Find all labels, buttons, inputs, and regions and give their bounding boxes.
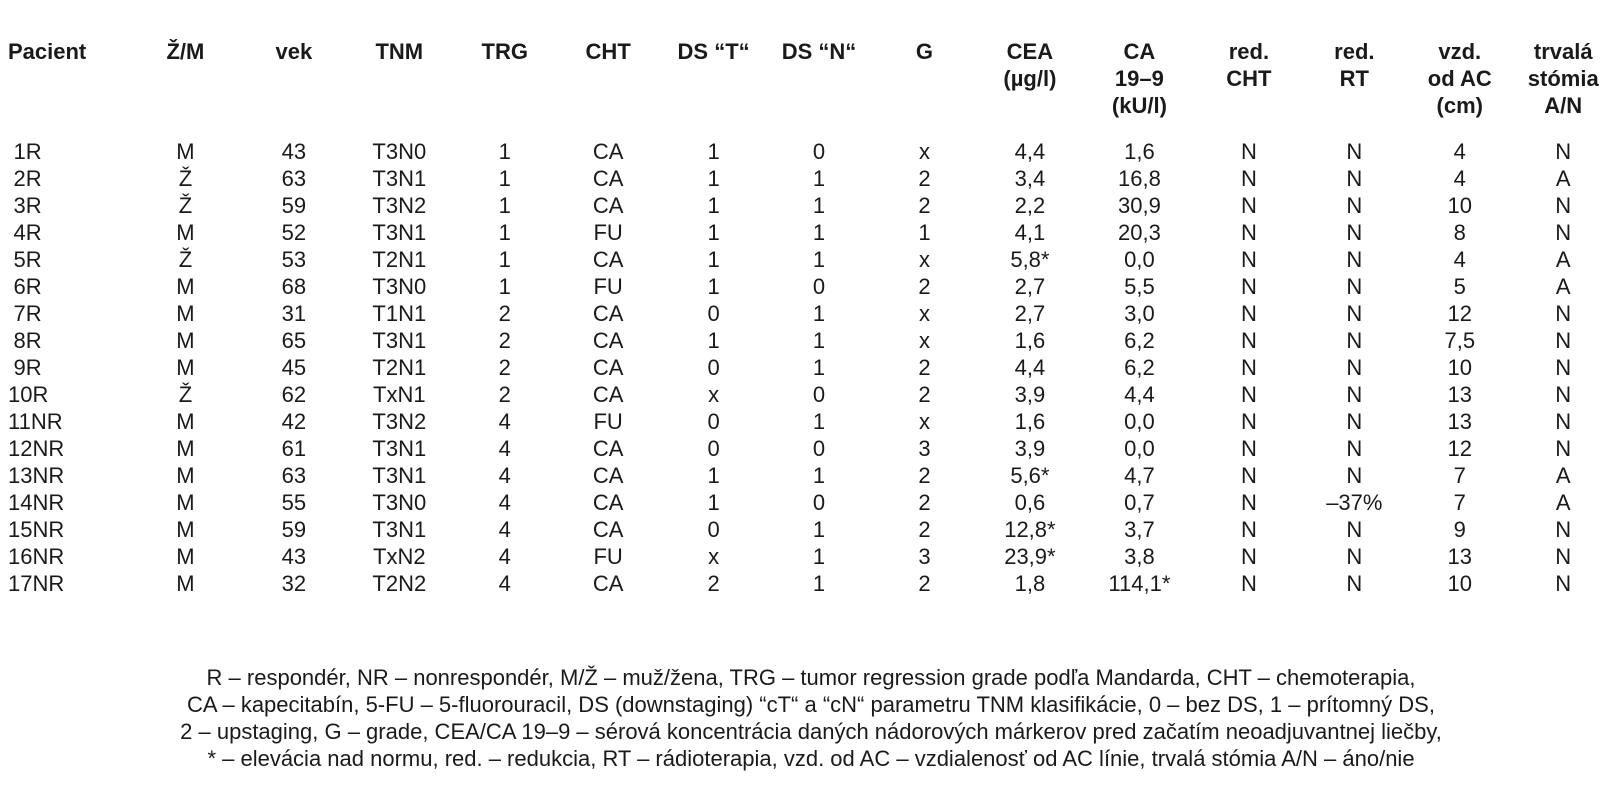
table-cell: N — [1240, 517, 1257, 542]
table-cell: 2 — [498, 328, 511, 353]
table-cell: 4 — [1453, 139, 1466, 164]
table-cell: 63 — [281, 463, 307, 488]
table-footnote — [0, 664, 1622, 772]
table-cell: x — [708, 544, 720, 569]
table-cell: N — [1240, 436, 1257, 461]
column-header: DS “T“ — [677, 39, 750, 64]
table-cell: TxN2 — [373, 544, 426, 569]
table-cell: T3N1 — [372, 220, 427, 245]
table-cell: N — [1346, 463, 1363, 488]
table-cell: 10 — [1447, 193, 1472, 218]
table-cell: 1 — [707, 328, 720, 353]
table-cell: 1 — [498, 247, 511, 272]
table-cell: 13 — [1447, 544, 1472, 569]
table-cell: N — [1240, 274, 1257, 299]
table-cell: 0,0 — [1124, 247, 1155, 272]
table-row — [8, 489, 1614, 516]
table-cell: N — [1555, 436, 1572, 461]
table-cell: 1 — [707, 220, 720, 245]
table-cell: 1,6 — [1014, 409, 1046, 434]
table-cell: –37% — [1326, 490, 1383, 515]
table-cell: 1 — [707, 274, 720, 299]
table-cell: 3R — [13, 193, 42, 218]
table-cell: 6,2 — [1124, 328, 1155, 353]
table-cell: 10 — [1447, 355, 1472, 380]
table-cell: 1 — [498, 166, 511, 191]
table-row — [8, 327, 1614, 354]
table-cell: N — [1240, 409, 1257, 434]
table-cell: 3,9 — [1014, 382, 1046, 407]
table-cell: x — [918, 139, 930, 164]
table-cell: 1 — [498, 220, 511, 245]
table-cell: 8 — [1453, 220, 1466, 245]
table-cell: N — [1346, 301, 1363, 326]
column-header: CEA (µg/l) — [1003, 39, 1057, 91]
table-row — [8, 246, 1614, 273]
table-cell: 1 — [707, 193, 720, 218]
table-cell: x — [918, 328, 930, 353]
table-cell: 4R — [13, 220, 42, 245]
table-cell: CA — [592, 247, 624, 272]
column-header: red. CHT — [1226, 39, 1272, 91]
column-header: vek — [275, 39, 313, 64]
table-cell: M — [176, 328, 195, 353]
table-cell: CA — [592, 193, 624, 218]
table-cell: 0,0 — [1124, 436, 1155, 461]
table-cell: 0 — [707, 301, 720, 326]
table-cell: 2,2 — [1014, 193, 1046, 218]
table-cell: 1 — [707, 490, 720, 515]
table-cell: 1 — [707, 166, 720, 191]
table-cell: 1,6 — [1124, 139, 1155, 164]
table-cell: N — [1555, 220, 1572, 245]
table-cell: 10 — [1447, 571, 1472, 596]
table-cell: T3N1 — [372, 328, 427, 353]
table-cell: 15NR — [8, 517, 65, 542]
table-cell: 1 — [498, 193, 511, 218]
table-cell: 2 — [918, 382, 931, 407]
table-cell: M — [176, 571, 195, 596]
table-cell: Ž — [178, 193, 193, 218]
table-cell: 1 — [812, 220, 826, 245]
table-cell: FU — [593, 544, 623, 569]
table-cell: 4 — [498, 544, 511, 569]
table-cell: N — [1346, 355, 1363, 380]
table-cell: M — [176, 274, 195, 299]
table-cell: T3N1 — [372, 436, 427, 461]
table-cell: 1 — [918, 220, 931, 245]
table-cell: 11NR — [8, 409, 63, 434]
table-cell: T3N2 — [372, 193, 427, 218]
table-cell: A — [1555, 166, 1571, 191]
column-header: TRG — [481, 39, 528, 64]
column-header: Ž/M — [166, 39, 205, 64]
table-cell: 16,8 — [1117, 166, 1161, 191]
table-cell: 16NR — [8, 544, 65, 569]
table-cell: 20,3 — [1117, 220, 1161, 245]
table-cell: 43 — [281, 139, 307, 164]
table-cell: 17NR — [8, 571, 65, 596]
table-cell: 1 — [812, 571, 826, 596]
table-cell: x — [918, 301, 930, 326]
table-row — [8, 138, 1614, 165]
table-cell: 9 — [1453, 517, 1466, 542]
table-cell: 13NR — [8, 463, 65, 488]
table-cell: 1 — [812, 355, 826, 380]
table-cell: N — [1346, 193, 1363, 218]
table-cell: M — [176, 301, 195, 326]
table-cell: CA — [592, 517, 624, 542]
table-cell: N — [1240, 220, 1257, 245]
table-cell: 1,8 — [1014, 571, 1046, 596]
table-cell: N — [1555, 193, 1572, 218]
table-cell: 2,7 — [1014, 274, 1046, 299]
table-cell: 3,9 — [1014, 436, 1046, 461]
table-cell: N — [1240, 382, 1257, 407]
table-cell: 1 — [707, 463, 720, 488]
table-cell: 2 — [918, 517, 931, 542]
table-cell: N — [1346, 382, 1363, 407]
table-cell: 1,6 — [1014, 328, 1046, 353]
table-cell: N — [1240, 463, 1257, 488]
table-cell: 55 — [281, 490, 307, 515]
table-cell: T3N1 — [372, 517, 427, 542]
table-cell: 0 — [812, 274, 826, 299]
table-cell: T1N1 — [372, 301, 427, 326]
table-cell: N — [1346, 247, 1363, 272]
table-cell: 3 — [918, 436, 931, 461]
table-cell: T3N1 — [372, 166, 427, 191]
table-cell: 7R — [13, 301, 42, 326]
table-cell: T2N1 — [372, 247, 427, 272]
table-cell: 5,5 — [1124, 274, 1155, 299]
column-header: G — [915, 39, 934, 64]
column-header: CHT — [585, 39, 631, 64]
table-cell: 0 — [707, 355, 720, 380]
table-cell: 2 — [918, 463, 931, 488]
table-cell: 6,2 — [1124, 355, 1155, 380]
table-cell: TxN1 — [373, 382, 426, 407]
table-cell: 9R — [13, 355, 42, 380]
table-row — [8, 300, 1614, 327]
table-cell: CA — [592, 166, 624, 191]
table-cell: CA — [592, 139, 624, 164]
table-cell: 2 — [498, 301, 511, 326]
table-cell: N — [1346, 436, 1363, 461]
table-cell: M — [176, 409, 195, 434]
table-cell: 1 — [812, 463, 826, 488]
table-cell: N — [1346, 274, 1363, 299]
table-cell: 1 — [707, 247, 720, 272]
table-cell: 2,7 — [1014, 301, 1046, 326]
table-cell: 0 — [812, 382, 826, 407]
table-cell: N — [1346, 571, 1363, 596]
table-row — [8, 273, 1614, 300]
table-cell: 0,6 — [1014, 490, 1046, 515]
column-header: Pacient — [8, 39, 87, 64]
table-cell: 30,9 — [1117, 193, 1161, 218]
table-cell: N — [1555, 355, 1572, 380]
table-cell: 4 — [1453, 166, 1466, 191]
table-cell: 7 — [1453, 490, 1466, 515]
table-cell: 4 — [498, 490, 511, 515]
table-cell: 6R — [13, 274, 42, 299]
table-cell: T3N0 — [372, 490, 427, 515]
table-cell: 2 — [918, 274, 931, 299]
table-cell: N — [1240, 544, 1257, 569]
table-cell: 5R — [13, 247, 42, 272]
table-row — [8, 354, 1614, 381]
table-cell: N — [1555, 382, 1572, 407]
table-cell: 52 — [281, 220, 307, 245]
table-row — [8, 219, 1614, 246]
table-row — [8, 516, 1614, 543]
table-cell: M — [176, 436, 195, 461]
table-cell: 4,4 — [1014, 355, 1046, 380]
table-cell: 114,1* — [1108, 571, 1171, 596]
table-cell: N — [1346, 409, 1363, 434]
table-header — [8, 38, 1614, 138]
table-cell: 1 — [812, 193, 826, 218]
table-cell: 59 — [281, 193, 307, 218]
table-cell: 2 — [498, 355, 511, 380]
table-row — [8, 192, 1614, 219]
table-cell: N — [1555, 517, 1572, 542]
table-cell: 42 — [281, 409, 307, 434]
table-cell: 2 — [918, 355, 931, 380]
table-cell: FU — [593, 409, 623, 434]
table-cell: 4 — [498, 463, 511, 488]
column-header: red. RT — [1334, 39, 1375, 91]
table-cell: N — [1346, 544, 1363, 569]
table-cell: N — [1240, 247, 1257, 272]
table-cell: N — [1240, 490, 1257, 515]
table-cell: 43 — [281, 544, 307, 569]
table-cell: M — [176, 220, 195, 245]
table-cell: 23,9* — [1004, 544, 1056, 569]
table-cell: M — [176, 355, 195, 380]
table-cell: M — [176, 463, 195, 488]
table-cell: 59 — [281, 517, 307, 542]
table-cell: N — [1240, 571, 1257, 596]
table-cell: 1 — [812, 544, 826, 569]
table-cell: N — [1346, 166, 1363, 191]
table-cell: 3,7 — [1124, 517, 1155, 542]
table-row — [8, 165, 1614, 192]
footnote-line: CA – kapecitabín, 5-FU – 5-fluorouracil, DS (downstaging) “cT“ a “cN“ parametru TNM klasifikácie, 0 – bez DS, 1 – prítomný DS, — [187, 692, 1435, 717]
table-cell: CA — [592, 328, 624, 353]
table-cell: 0 — [707, 517, 720, 542]
table-cell: A — [1555, 274, 1571, 299]
table-cell: 4 — [1453, 247, 1466, 272]
table-row — [8, 435, 1614, 462]
column-header: vzd. od AC (cm) — [1427, 39, 1492, 118]
table-cell: T2N2 — [372, 571, 427, 596]
table-cell: 0,7 — [1124, 490, 1155, 515]
table-cell: 4 — [498, 436, 511, 461]
table-row — [8, 381, 1614, 408]
table-cell: 1 — [812, 301, 826, 326]
column-header: TNM — [375, 39, 424, 64]
table-cell: 65 — [281, 328, 307, 353]
table-cell: 0,0 — [1124, 409, 1155, 434]
footnote-line: 2 – upstaging, G – grade, CEA/CA 19–9 – sérová koncentrácia daných nádorových márkerov pred začatím neoadjuvantnej liečby, — [180, 719, 1442, 744]
table-cell: T3N0 — [372, 139, 427, 164]
table-cell: CA — [592, 436, 624, 461]
table-cell: 12 — [1447, 301, 1472, 326]
table-cell: Ž — [178, 382, 193, 407]
table-cell: 14NR — [8, 490, 65, 515]
table-row — [8, 570, 1614, 597]
table-cell: FU — [593, 220, 623, 245]
table-cell: N — [1346, 517, 1363, 542]
table-cell: 0 — [812, 490, 826, 515]
table-cell: CA — [592, 463, 624, 488]
table-row — [8, 408, 1614, 435]
table-cell: N — [1555, 571, 1572, 596]
table-cell: 4 — [498, 409, 511, 434]
column-header: trvalá stómia A/N — [1527, 39, 1599, 118]
table-cell: N — [1240, 355, 1257, 380]
footnote-line: R – respondér, NR – nonrespondér, M/Ž – muž/žena, TRG – tumor regression grade podľa Mandarda, CHT – chemoterapia, — [206, 665, 1416, 690]
table-cell: x — [918, 247, 930, 272]
table-cell: 2 — [707, 571, 720, 596]
table-cell: 2 — [918, 490, 931, 515]
table-cell: 8R — [13, 328, 42, 353]
table-cell: N — [1240, 139, 1257, 164]
table-cell: M — [176, 544, 195, 569]
column-header: DS “N“ — [781, 39, 857, 64]
table-cell: 68 — [281, 274, 307, 299]
table-cell: 7 — [1453, 463, 1466, 488]
table-cell: A — [1555, 490, 1571, 515]
table-cell: 13 — [1447, 409, 1472, 434]
table-cell: FU — [593, 274, 623, 299]
table-cell: N — [1555, 328, 1572, 353]
table-cell: A — [1555, 463, 1571, 488]
table-cell: 2 — [918, 571, 931, 596]
table-cell: 53 — [281, 247, 307, 272]
table-cell: N — [1240, 193, 1257, 218]
table-cell: 2 — [498, 382, 511, 407]
table-cell: 12 — [1447, 436, 1472, 461]
table-cell: 3,4 — [1014, 166, 1046, 191]
table-cell: CA — [592, 571, 624, 596]
table-cell: 1 — [812, 517, 826, 542]
table-cell: 45 — [281, 355, 307, 380]
table-cell: N — [1240, 328, 1257, 353]
table-cell: N — [1555, 139, 1572, 164]
table-cell: CA — [592, 355, 624, 380]
table-cell: 13 — [1447, 382, 1472, 407]
table-cell: T2N1 — [372, 355, 427, 380]
table-cell: N — [1346, 139, 1363, 164]
table-cell: N — [1346, 328, 1363, 353]
table-cell: 5,8* — [1010, 247, 1050, 272]
table-row — [8, 543, 1614, 570]
table-cell: 5,6* — [1010, 463, 1050, 488]
table-cell: 7,5 — [1444, 328, 1476, 353]
table-cell: 4 — [498, 571, 511, 596]
table-cell: 1 — [498, 139, 511, 164]
column-header: CA 19–9 (kU/l) — [1111, 39, 1167, 118]
table-cell: 0 — [707, 409, 720, 434]
table-cell: 1 — [812, 409, 826, 434]
table-cell: N — [1555, 544, 1572, 569]
table-cell: 1 — [812, 328, 826, 353]
table-cell: Ž — [178, 247, 193, 272]
table-cell: 1 — [707, 139, 720, 164]
table-cell: N — [1240, 301, 1257, 326]
table-cell: 0 — [812, 436, 826, 461]
table-cell: 2R — [13, 166, 42, 191]
patient-table — [8, 38, 1614, 597]
table-cell: 4,1 — [1014, 220, 1046, 245]
table-cell: 0 — [812, 139, 826, 164]
table-cell: 2 — [918, 193, 931, 218]
table-cell: 12,8* — [1004, 517, 1056, 542]
table-cell: T3N2 — [372, 409, 427, 434]
table-cell: M — [176, 139, 195, 164]
table-cell: 61 — [281, 436, 307, 461]
table-cell: 63 — [281, 166, 307, 191]
table-cell: 10R — [8, 382, 49, 407]
table-cell: 3 — [918, 544, 931, 569]
table-cell: 4,4 — [1014, 139, 1046, 164]
table-cell: 1R — [13, 139, 42, 164]
table-cell: N — [1555, 301, 1572, 326]
table-cell: T3N1 — [372, 463, 427, 488]
table-cell: 12NR — [8, 436, 65, 461]
table-cell: 2 — [918, 166, 931, 191]
table-cell: CA — [592, 382, 624, 407]
table-cell: x — [708, 382, 720, 407]
table-cell: M — [176, 517, 195, 542]
table-cell: T3N0 — [372, 274, 427, 299]
table-cell: N — [1555, 409, 1572, 434]
table-cell: 1 — [498, 274, 511, 299]
table-cell: 4,4 — [1124, 382, 1155, 407]
table-cell: A — [1555, 247, 1571, 272]
table-cell: M — [176, 490, 195, 515]
table-cell: 5 — [1453, 274, 1466, 299]
table-cell: 4 — [498, 517, 511, 542]
table-cell: 1 — [812, 166, 826, 191]
table-body — [8, 138, 1614, 597]
table-cell: 31 — [281, 301, 307, 326]
footnote-line: * – elevácia nad normu, red. – redukcia, RT – rádioterapia, vzd. od AC – vzdialenosť od AC línie, trvalá stómia A/N – áno/nie — [207, 746, 1415, 771]
table-cell: CA — [592, 490, 624, 515]
table-cell: Ž — [178, 166, 193, 191]
table-cell: N — [1346, 220, 1363, 245]
table-cell: 62 — [281, 382, 307, 407]
table-cell: 3,0 — [1124, 301, 1155, 326]
table-cell: CA — [592, 301, 624, 326]
table-cell: N — [1240, 166, 1257, 191]
table-cell: 32 — [281, 571, 307, 596]
table-cell: x — [918, 409, 930, 434]
table-cell: 4,7 — [1124, 463, 1155, 488]
table-cell: 1 — [812, 247, 826, 272]
header-row — [8, 38, 1614, 138]
table-cell: 0 — [707, 436, 720, 461]
table-row — [8, 462, 1614, 489]
table-cell: 3,8 — [1124, 544, 1155, 569]
